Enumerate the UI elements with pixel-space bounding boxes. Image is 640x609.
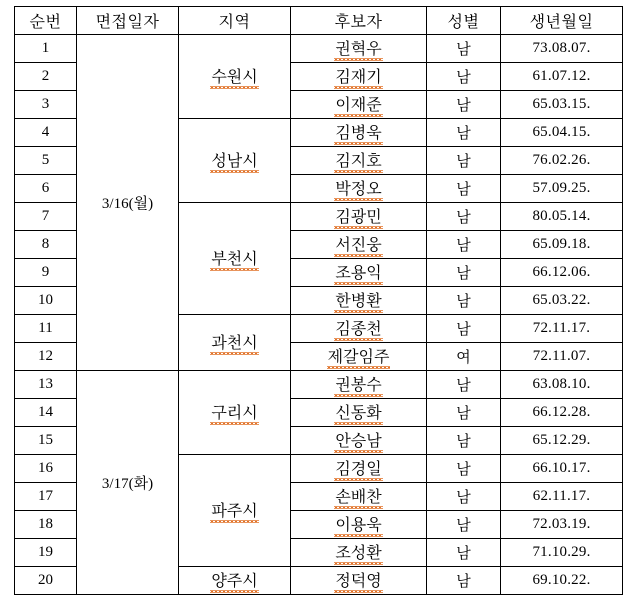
column-header-no: 순번 xyxy=(15,7,77,35)
cell-no: 13 xyxy=(15,371,77,399)
cell-sex: 남 xyxy=(427,427,501,455)
cell-candidate-name xyxy=(291,35,427,63)
column-header-date: 면접일자 xyxy=(77,7,179,35)
cell-candidate-name xyxy=(291,343,427,371)
cell-sex: 남 xyxy=(427,455,501,483)
cell-sex: 남 xyxy=(427,147,501,175)
candidate-name-label: 김지호 xyxy=(335,148,381,173)
cell-candidate-name xyxy=(291,63,427,91)
cell-no: 11 xyxy=(15,315,77,343)
cell-sex: 남 xyxy=(427,203,501,231)
cell-birthdate: 61.07.12. xyxy=(501,63,623,91)
candidate-name-label: 서진웅 xyxy=(335,232,381,257)
cell-birthdate: 66.12.28. xyxy=(501,399,623,427)
candidate-name-label: 정덕영 xyxy=(335,568,381,593)
cell-interview-date: 3/17(화) xyxy=(77,371,179,595)
table-body xyxy=(15,35,623,595)
table-header xyxy=(15,7,623,35)
cell-candidate-name xyxy=(291,287,427,315)
candidate-name-label: 권봉수 xyxy=(335,372,381,397)
cell-no: 10 xyxy=(15,287,77,315)
cell-sex: 남 xyxy=(427,119,501,147)
cell-area xyxy=(179,455,291,567)
cell-area xyxy=(179,567,291,595)
cell-no: 1 xyxy=(15,35,77,63)
cell-candidate-name xyxy=(291,483,427,511)
cell-candidate-name xyxy=(291,119,427,147)
column-header-name: 후보자 xyxy=(291,7,427,35)
candidate-name-label: 조용익 xyxy=(335,260,381,285)
cell-sex: 남 xyxy=(427,287,501,315)
cell-candidate-name xyxy=(291,399,427,427)
candidate-name-label: 제갈임주 xyxy=(328,344,390,369)
column-header-sex: 성별 xyxy=(427,7,501,35)
cell-candidate-name xyxy=(291,371,427,399)
cell-no: 19 xyxy=(15,539,77,567)
document-page xyxy=(0,6,640,609)
cell-no: 17 xyxy=(15,483,77,511)
cell-birthdate: 65.03.22. xyxy=(501,287,623,315)
area-label: 성남시 xyxy=(211,148,257,173)
cell-no: 3 xyxy=(15,91,77,119)
area-label: 부천시 xyxy=(211,246,257,271)
cell-candidate-name xyxy=(291,259,427,287)
area-label: 과천시 xyxy=(211,330,257,355)
cell-sex: 남 xyxy=(427,483,501,511)
cell-no: 14 xyxy=(15,399,77,427)
cell-no: 18 xyxy=(15,511,77,539)
cell-sex: 남 xyxy=(427,511,501,539)
table-row xyxy=(15,35,623,63)
cell-birthdate: 69.10.22. xyxy=(501,567,623,595)
cell-birthdate: 65.09.18. xyxy=(501,231,623,259)
cell-no: 20 xyxy=(15,567,77,595)
candidate-name-label: 손배찬 xyxy=(335,484,381,509)
candidate-name-label: 김재기 xyxy=(335,64,381,89)
cell-sex: 남 xyxy=(427,35,501,63)
candidate-name-label: 안승남 xyxy=(335,428,381,453)
cell-area xyxy=(179,315,291,371)
cell-area xyxy=(179,371,291,455)
cell-interview-date: 3/16(월) xyxy=(77,35,179,371)
cell-sex: 남 xyxy=(427,539,501,567)
cell-birthdate: 57.09.25. xyxy=(501,175,623,203)
candidate-name-label: 권혁우 xyxy=(335,36,381,61)
candidate-name-label: 신동화 xyxy=(335,400,381,425)
cell-area xyxy=(179,35,291,119)
candidate-name-label: 김병욱 xyxy=(335,120,381,145)
cell-sex: 남 xyxy=(427,399,501,427)
cell-birthdate: 80.05.14. xyxy=(501,203,623,231)
cell-sex: 남 xyxy=(427,91,501,119)
cell-candidate-name xyxy=(291,539,427,567)
area-label: 수원시 xyxy=(211,64,257,89)
cell-no: 6 xyxy=(15,175,77,203)
cell-sex: 남 xyxy=(427,371,501,399)
cell-sex: 남 xyxy=(427,315,501,343)
cell-candidate-name xyxy=(291,147,427,175)
candidate-name-label: 김경일 xyxy=(335,456,381,481)
cell-area xyxy=(179,203,291,315)
area-label: 양주시 xyxy=(211,568,257,593)
cell-birthdate: 66.12.06. xyxy=(501,259,623,287)
cell-candidate-name xyxy=(291,455,427,483)
cell-sex: 남 xyxy=(427,175,501,203)
candidate-name-label: 한병환 xyxy=(335,288,381,313)
candidate-name-label: 조성환 xyxy=(335,540,381,565)
cell-candidate-name xyxy=(291,203,427,231)
cell-birthdate: 72.11.07. xyxy=(501,343,623,371)
cell-birthdate: 72.03.19. xyxy=(501,511,623,539)
cell-candidate-name xyxy=(291,315,427,343)
cell-birthdate: 73.08.07. xyxy=(501,35,623,63)
cell-no: 15 xyxy=(15,427,77,455)
cell-area xyxy=(179,119,291,203)
cell-sex: 남 xyxy=(427,259,501,287)
cell-candidate-name xyxy=(291,567,427,595)
cell-birthdate: 72.11.17. xyxy=(501,315,623,343)
candidate-interview-table xyxy=(14,6,623,595)
cell-candidate-name xyxy=(291,511,427,539)
candidate-name-label: 이용욱 xyxy=(335,512,381,537)
cell-no: 4 xyxy=(15,119,77,147)
cell-birthdate: 62.11.17. xyxy=(501,483,623,511)
area-label: 파주시 xyxy=(211,498,257,523)
area-label: 구리시 xyxy=(211,400,257,425)
candidate-name-label: 이재준 xyxy=(335,92,381,117)
cell-sex: 여 xyxy=(427,343,501,371)
cell-candidate-name xyxy=(291,91,427,119)
candidate-name-label: 김종천 xyxy=(335,316,381,341)
cell-birthdate: 63.08.10. xyxy=(501,371,623,399)
cell-no: 5 xyxy=(15,147,77,175)
table-row xyxy=(15,371,623,399)
cell-birthdate: 76.02.26. xyxy=(501,147,623,175)
cell-birthdate: 65.04.15. xyxy=(501,119,623,147)
column-header-birth: 생년월일 xyxy=(501,7,623,35)
cell-birthdate: 65.12.29. xyxy=(501,427,623,455)
candidate-name-label: 박정오 xyxy=(335,176,381,201)
cell-birthdate: 65.03.15. xyxy=(501,91,623,119)
cell-sex: 남 xyxy=(427,567,501,595)
cell-birthdate: 66.10.17. xyxy=(501,455,623,483)
cell-candidate-name xyxy=(291,231,427,259)
cell-no: 16 xyxy=(15,455,77,483)
cell-no: 9 xyxy=(15,259,77,287)
column-header-area: 지역 xyxy=(179,7,291,35)
cell-sex: 남 xyxy=(427,231,501,259)
cell-candidate-name xyxy=(291,175,427,203)
cell-candidate-name xyxy=(291,427,427,455)
cell-no: 2 xyxy=(15,63,77,91)
cell-no: 7 xyxy=(15,203,77,231)
header-row xyxy=(15,7,623,35)
cell-no: 8 xyxy=(15,231,77,259)
candidate-name-label: 김광민 xyxy=(335,204,381,229)
cell-no: 12 xyxy=(15,343,77,371)
cell-sex: 남 xyxy=(427,63,501,91)
cell-birthdate: 71.10.29. xyxy=(501,539,623,567)
